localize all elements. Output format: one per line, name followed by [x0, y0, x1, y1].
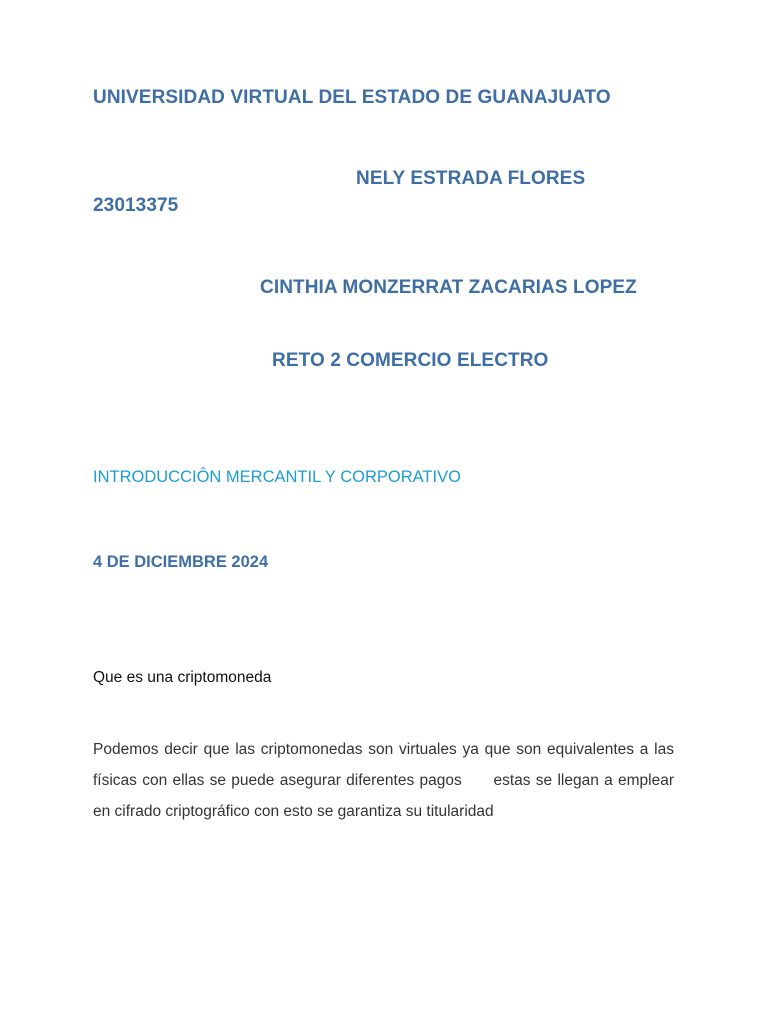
answer-paragraph: Podemos decir que las criptomonedas son virtuales ya que son equivalentes a las físicas con ellas se puede asegurar diferentes pagos estas se llegan a emplear en cifrado criptográfico con esto se garantiza su titularidad: [93, 741, 679, 820]
student-id: 23013375: [93, 195, 179, 216]
question-heading: Que es una criptomoneda: [93, 669, 272, 686]
student-name: NELY ESTRADA FLORES: [356, 168, 586, 189]
university-title: UNIVERSIDAD VIRTUAL DEL ESTADO DE GUANAJUATO: [93, 87, 611, 108]
teacher-name: CINTHIA MONZERRAT ZACARIAS LOPEZ: [260, 277, 637, 298]
document-date: 4 DE DICIEMBRE 2024: [93, 553, 269, 571]
assignment-title: RETO 2 COMERCIO ELECTRO: [272, 350, 549, 371]
course-name: INTRODUCCIÔN MERCANTIL Y CORPORATIVO: [93, 468, 461, 486]
